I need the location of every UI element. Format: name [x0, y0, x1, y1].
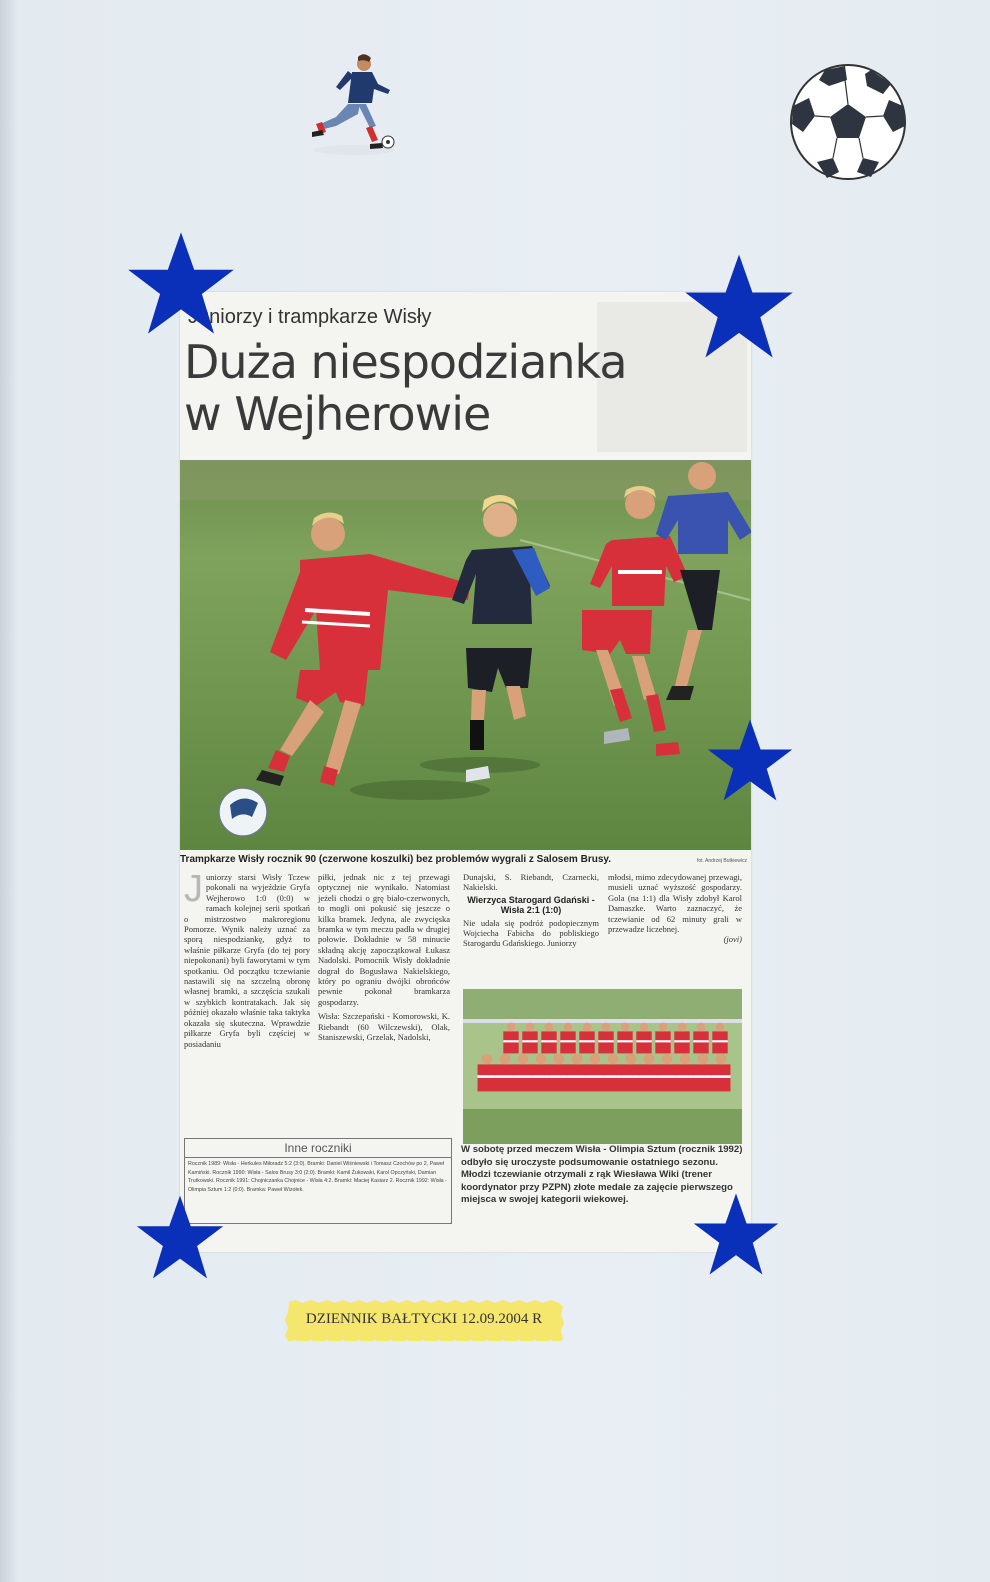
article-column-3: [463, 872, 599, 949]
photo-caption-team: W sobotę przed meczem Wisła - Olimpia Sztum (rocznik 1992) odbyło się uroczyste podsumowanie ostatniego sezonu. Młodzi tczewianie otrzymali z rąk Wiesława Wiki (trener koordynator przy PZPN) złote medale za zajęcie pierwszego miejsca w swojej kategorii wiekowej.: [461, 1144, 743, 1206]
article-column-2: [318, 872, 450, 1043]
article-headline: [184, 336, 627, 440]
dropcap: J: [184, 868, 203, 910]
column-1-text: uniorzy starsi Wisły Tczew pokonali na wyjeździe Gryfa Wejherowo 1:0 (0:0) w ramach kolejnej serii spotkań o mistrzostwo makroregionu Pomorze. Wynik należy uznać za sporą niespodziankę, gdyż to właśnie piłkarze Gryfa (do tej pory niepokonani) byli faworytami w tym spotkaniu. Od początku tczewianie nastawili się na szczelną obronę własnej bramki, a szczęścia szukali w szybkich kontratakach. Jak się później okazało właśnie taka taktyka okazała się skuteczna. Wprawdzie piłkarze Gryfa byli częściej w posiadaniu: [184, 872, 310, 1049]
match-subheading: Wierzyca Starogard Gdański - Wisła 2:1 (1:0): [467, 894, 595, 916]
star-icon: [125, 228, 237, 338]
column-2-lineup: Wisła: Szczepański - Komorowski, K. Riebandt (60 Wilczewski), Olak, Staniszewski, Grzelak, Nadolski,: [318, 1011, 450, 1043]
photo-credit: fot. Andrzej Butkiewicz: [696, 858, 747, 864]
article-column-4: [608, 872, 742, 945]
star-icon: [692, 1188, 780, 1280]
soccer-ball-icon: [787, 62, 909, 182]
headline-line-1: Duża niespodzianka: [184, 335, 627, 389]
source-label-text: DZIENNIK BAŁTYCKI 12.09.2004 R: [305, 1311, 543, 1327]
photo-caption-main: Trampkarze Wisły rocznik 90 (czerwone koszulki) bez problemów wygrali z Salosem Brusy.: [180, 854, 611, 865]
headline-line-2: w Wejherowie: [184, 387, 491, 441]
column-3-text: Dunajski, S. Riebandt, Czarnecki, Nakielski.: [463, 872, 599, 893]
other-results-title: Inne roczniki: [185, 1139, 451, 1158]
newspaper-clipping: [180, 292, 751, 1252]
footballer-sticker-icon: [304, 52, 404, 158]
match-photo: [180, 460, 751, 850]
star-icon: [682, 250, 796, 362]
column-4-text: młodsi, mimo zdecydowanej przewagi, musieli uznać wyższość gospodarzy. Gola (na 1:1) dla Wisły zdobył Karol Damaszke. Warto zaznaczyć, że tczewianie od 62 minuty grali w przewadze liczebnej.: [608, 872, 742, 935]
author-signature: (jovi): [723, 934, 742, 945]
source-label: [283, 1298, 565, 1341]
star-icon: [135, 1192, 225, 1282]
team-photo: [463, 989, 742, 1144]
article-column-1: [184, 868, 310, 1049]
article-kicker: Juniorzy i trampkarze Wisły: [188, 306, 432, 328]
column-3-text-2: Nie udała się podróż podopiecznym Wojciecha Fabicha do pobliskiego Starogardu Gdańskiego. Juniorzy: [463, 917, 599, 949]
star-icon: [706, 716, 794, 804]
other-results-text: Rocznik 1989: Wisła - Herkules Miłoradz 5:2 (3:0). Bramki: Daniel Wiśniewski i Tomasz Czochów po 2, Paweł Kamiński. Rocznik 1990: Wisła - Salos Brusy 3:0 (2:0). Bramki: Kamil Żukowski, Karol Opczyński, Damian Trutkowski. Rocznik 1991: Chojniczanka Chojnice - Wisła 4:2. Bramki: Maciej Kasiarz 2. Rocznik 1992: Wisła - Olimpia Sztum 1:2 (0:0). Bramka: Paweł Wizołek.: [188, 1161, 447, 1193]
column-2-text: piłki, jednak nic z tej przewagi optycznej nie wynikało. Natomiast jeżeli chodzi o grę biało-czerwonych, to mogli oni pokusić się jeszcze o kilka bramek. Jedyna, ale zwycięska bramka w tym meczu padła w drugiej połowie. Dokładnie w 58 minucie składną akcję zapoczątkował Łukasz Nadolski. Pomocnik Wisły dokładnie dograł do Bogusława Nakielskiego, który po ograniu dwójki obrońców pewnie pokonał bramkarza gospodarzy.: [318, 872, 450, 1007]
